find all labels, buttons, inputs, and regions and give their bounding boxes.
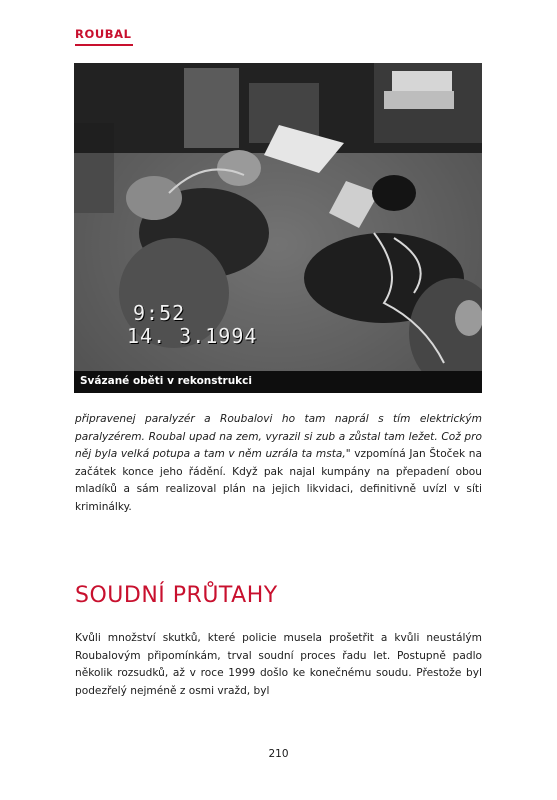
running-head-title: ROUBAL bbox=[75, 27, 132, 41]
quote-italic: připravenej paralyzér a Roubalovi ho tam naprál s tím elektrickým paralyzérem. Roubal upad na zem, vyrazil si zub a zůstal tam ležet. Což pro něj byla velká potupa a tam v něm uzrála ta msta, bbox=[75, 413, 482, 461]
paragraph-1-rest: " vzpomíná Jan Štoček na začátek konce jeho řádění. Když pak najal kumpány na přepadení obou mladíků a sám realizoval plán na jejich likvidaci, definitivně uvízl v síti kriminálky. bbox=[75, 448, 482, 513]
photo-caption: Svázané oběti v rekonstrukci bbox=[80, 375, 252, 387]
photo-caption-bar bbox=[74, 371, 482, 393]
page-number: 210 bbox=[268, 748, 289, 760]
photo-timestamp-date: 14. 3.1994 bbox=[127, 324, 258, 348]
section-heading: SOUDNÍ PRŮTAHY bbox=[75, 583, 278, 608]
body-paragraph-1 bbox=[75, 411, 482, 517]
photo-timestamp-time: 9:52 bbox=[133, 301, 186, 325]
running-head-rule bbox=[75, 44, 133, 46]
body-paragraph-2: Kvůli množství skutků, které policie musela prošetřit a kvůli neustálým Roubalovým připomínkám, trval soudní proces řadu let. Postupně padlo několik rozsudků, až v roce 1999 došlo ke konečnému soudu. Přestože byl podezřelý nejméně z osmi vražd, byl bbox=[75, 632, 482, 697]
photo-figure bbox=[74, 63, 482, 393]
